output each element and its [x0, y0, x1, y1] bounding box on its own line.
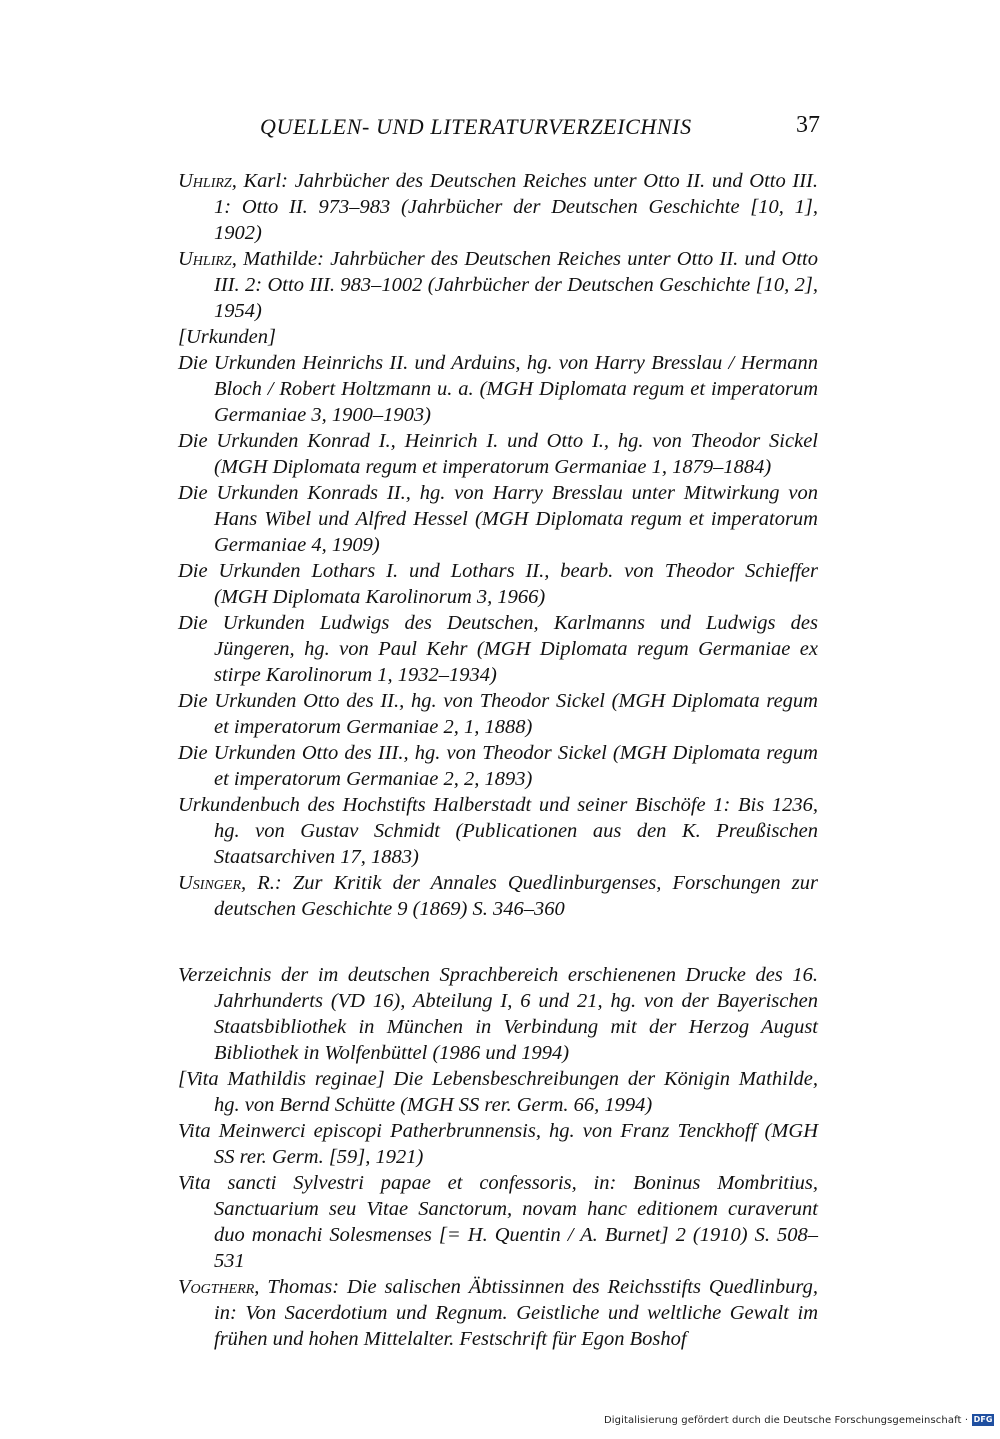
bibliography-entry [178, 1066, 818, 1118]
bibliography-entry [178, 350, 818, 428]
entry-text: [Urkunden] [178, 326, 276, 348]
bibliography-entry [178, 246, 818, 324]
digitization-footer [604, 1414, 994, 1426]
entry-text: Die Urkunden Otto des II., hg. von Theodor Sickel (MGH Diplomata regum et imperatorum Germaniae 2, 1, 1888) [178, 690, 818, 738]
bibliography-entry [178, 962, 818, 1066]
entry-text: Vita Meinwerci episcopi Patherbrunnensis, hg. von Franz Tenckhoff (MGH SS rer. Germ. [59], 1921) [178, 1120, 818, 1168]
entry-author: Uhlirz [178, 170, 232, 192]
bibliography-entry [178, 168, 818, 246]
bibliography-entry [178, 688, 818, 740]
bibliography-entry [178, 792, 818, 870]
entry-text: Die Urkunden Ludwigs des Deutschen, Karlmanns und Ludwigs des Jüngeren, hg. von Paul Kehr (MGH Diplomata regum Germaniae ex stirpe Karolinorum 1, 1932–1934) [178, 612, 818, 686]
entry-author: Vogtherr [178, 1276, 255, 1298]
bibliography-entry [178, 1118, 818, 1170]
bibliography-entry [178, 740, 818, 792]
bibliography-entry [178, 610, 818, 688]
bibliography-entry [178, 1170, 818, 1274]
entry-text: Urkundenbuch des Hochstifts Halberstadt und seiner Bischöfe 1: Bis 1236, hg. von Gustav Schmidt (Publicationen aus den K. Preußischen Staatsarchiven 17, 1883) [178, 794, 818, 868]
entry-text: , Mathilde: Jahrbücher des Deutschen Reiches unter Otto II. und Otto III. 2: Otto III. 983–1002 (Jahrbücher der Deutschen Geschichte [10, 2], 1954) [214, 248, 818, 322]
entry-text: Die Urkunden Konrads II., hg. von Harry Bresslau unter Mitwirkung von Hans Wibel und Alfred Hessel (MGH Diplomata regum et imperatorum Germaniae 4, 1909) [178, 482, 818, 556]
bibliography-entry [178, 558, 818, 610]
entry-text: Die Urkunden Otto des III., hg. von Theodor Sickel (MGH Diplomata regum et imperatorum Germaniae 2, 2, 1893) [178, 742, 818, 790]
entry-text: Die Urkunden Heinrichs II. und Arduins, hg. von Harry Bresslau / Hermann Bloch / Robert Holtzmann u. a. (MGH Diplomata regum et imperatorum Germaniae 3, 1900–1903) [178, 352, 818, 426]
entry-author: Usinger [178, 872, 242, 894]
running-head [250, 114, 820, 148]
entry-text: , R.: Zur Kritik der Annales Quedlinburgenses, Forschungen zur deutschen Geschichte 9 (1869) S. 346–360 [214, 872, 818, 920]
entry-text: [Vita Mathildis reginae] Die Lebensbeschreibungen der Königin Mathilde, hg. von Bernd Schütte (MGH SS rer. Germ. 66, 1994) [178, 1068, 818, 1116]
bibliography-entry [178, 480, 818, 558]
bibliography-entry [178, 324, 818, 350]
entry-text: Die Urkunden Lothars I. und Lothars II., bearb. von Theodor Schieffer (MGH Diplomata Karolinorum 3, 1966) [178, 560, 818, 608]
page-number: 37 [796, 112, 820, 138]
bibliography-entry [178, 870, 818, 922]
bibliography-entry [178, 428, 818, 480]
bibliography-entry [178, 1274, 818, 1352]
page-title: QUELLEN- UND LITERATURVERZEICHNIS [260, 114, 692, 139]
entry-text: Die Urkunden Konrad I., Heinrich I. und Otto I., hg. von Theodor Sickel (MGH Diplomata regum et imperatorum Germaniae 1, 1879–1884) [178, 430, 818, 478]
bibliography-list [178, 168, 818, 1352]
entry-text: Vita sancti Sylvestri papae et confessoris, in: Boninus Mombritius, Sanctuarium seu Vitae Sanctorum, novam hanc editionem curaverunt duo monachi Solesmenses [= H. Quentin / A. Burnet] 2 (1910) S. 508–531 [178, 1172, 818, 1272]
entry-text: , Karl: Jahrbücher des Deutschen Reiches unter Otto II. und Otto III. 1: Otto II. 973–983 (Jahrbücher der Deutschen Geschichte [10, 1], 1902) [214, 170, 818, 244]
footer-text: Digitalisierung gefördert durch die Deutsche Forschungsgemeinschaft · [604, 1414, 969, 1426]
entry-text: Verzeichnis der im deutschen Sprachbereich erschienenen Drucke des 16. Jahrhunderts (VD 16), Abteilung I, 6 und 21, hg. von der Bayerischen Staatsbibliothek in München in Verbindung mit der Herzog August Bibliothek in Wolfenbüttel (1986 und 1994) [178, 964, 818, 1064]
dfg-logo: DFG [973, 1415, 993, 1424]
entry-author: Uhlirz [178, 248, 232, 270]
entry-text: , Thomas: Die salischen Äbtissinnen des Reichsstifts Quedlinburg, in: Von Sacerdotium und Regnum. Geistliche und weltliche Gewalt im frühen und hohen Mittelalter. Festschrift für Egon Boshof [214, 1276, 818, 1350]
